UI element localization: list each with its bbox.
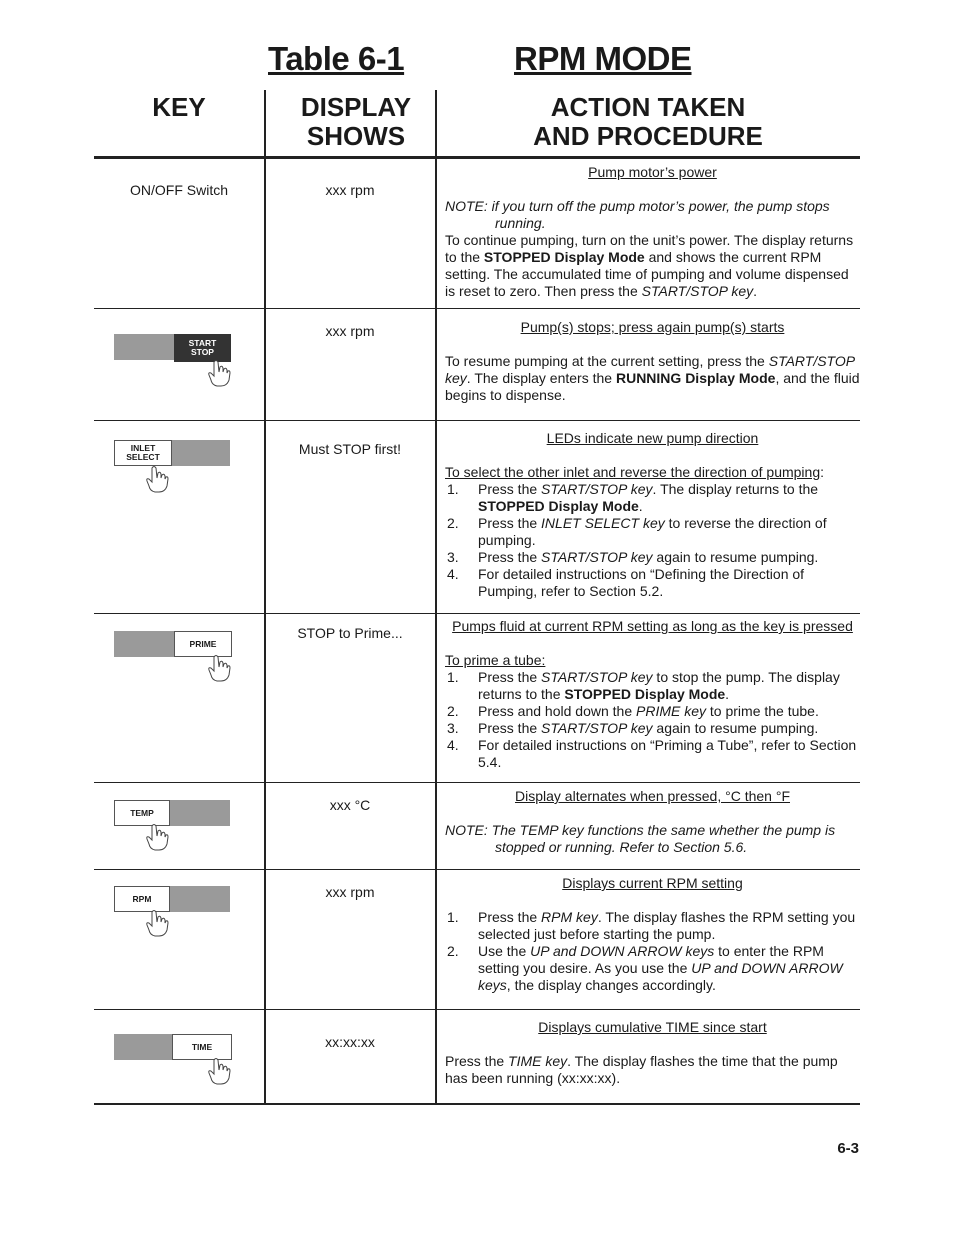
pointing-hand-icon: [206, 653, 232, 683]
list-item: 2. Press the INLET SELECT key to reverse the direction of pumping.: [447, 515, 827, 548]
key-header-text: KEY: [152, 92, 206, 122]
column-divider-1: [264, 90, 266, 1105]
action-cell: [445, 164, 860, 300]
pointing-hand-icon: [144, 822, 170, 852]
list-item: 4. For detailed instructions on “Priming a Tube”, refer to Section 5.4.: [447, 737, 857, 770]
rpm-key[interactable]: RPM: [114, 886, 170, 912]
action-heading: Displays current RPM setting: [562, 875, 743, 891]
pointing-hand-icon: [206, 358, 232, 388]
prime-key[interactable]: PRIME: [174, 631, 232, 657]
display-header-line2: SHOWS: [306, 121, 406, 151]
display-value: Must STOP first!: [298, 441, 402, 457]
list-item: 1. Press the RPM key. The display flashes the RPM setting you selected just before starting the pump.: [447, 909, 856, 942]
row-divider: [94, 782, 860, 783]
action-heading: Pump motor’s power: [588, 164, 717, 180]
note-text-cont: running.: [495, 215, 546, 231]
column-divider-2: [435, 90, 437, 1105]
note: [445, 822, 860, 856]
temp-key[interactable]: TEMP: [114, 800, 170, 826]
action-heading: Pump(s) stops; press again pump(s) starts: [520, 319, 785, 335]
action-heading: Display alternates when pressed, °C then °F: [515, 788, 790, 804]
procedure-intro: To select the other inlet and reverse the direction of pumping:: [445, 464, 824, 480]
display-column-header: [266, 93, 446, 151]
action-body: To continue pumping, turn on the unit’s power. The display returns to the STOPPED Display Mode and shows the current RPM setting. The accumulated time of pumping and volume dispensed is reset to zero. Then press the START/STOP key.: [445, 232, 854, 299]
display-value: xxx °C: [329, 797, 371, 813]
pointing-hand-icon: [206, 1056, 232, 1086]
display-value: STOP to Prime...: [297, 625, 403, 641]
procedure-steps: [445, 909, 860, 994]
display-value: xxx rpm: [325, 884, 375, 900]
key-column-header: [94, 93, 264, 122]
display-header-line1: DISPLAY: [300, 92, 412, 122]
row-divider: [94, 308, 860, 309]
procedure-steps: [445, 481, 860, 600]
row-divider: [94, 1009, 860, 1010]
action-body: To resume pumping at the current setting, press the START/STOP key. The display enters the RUNNING Display Mode, and the fluid begins to dispense.: [445, 353, 860, 403]
action-header-line2: AND PROCEDURE: [533, 121, 763, 151]
procedure-steps: [445, 669, 860, 771]
action-header-line1: ACTION TAKEN: [550, 92, 746, 122]
row-divider: [94, 869, 860, 870]
display-value: xxx rpm: [325, 182, 375, 198]
table-bottom-rule: [94, 1103, 860, 1105]
pointing-hand-icon: [144, 908, 170, 938]
table-number: Table 6-1: [268, 40, 405, 77]
note-text: NOTE: if you turn off the pump motor’s power, the pump stops: [445, 198, 830, 214]
list-item: 2. Press and hold down the PRIME key to prime the tube.: [447, 703, 819, 719]
action-cell: [445, 1019, 860, 1087]
list-item: 1. Press the START/STOP key. The display returns to the STOPPED Display Mode.: [447, 481, 819, 514]
action-heading: Displays cumulative TIME since start: [538, 1019, 767, 1035]
action-cell: [445, 319, 860, 404]
note-text: NOTE: The TEMP key functions the same whether the pump is: [445, 822, 836, 838]
action-body: Press the TIME key. The display flashes the time that the pump has been running (xx:xx:xx).: [445, 1053, 838, 1086]
display-value: xx:xx:xx: [325, 1034, 375, 1050]
action-column-header: [436, 93, 860, 151]
list-item: 1. Press the START/STOP key to stop the pump. The display returns to the STOPPED Display Mode.: [447, 669, 840, 702]
action-cell: [445, 430, 860, 600]
header-rule: [94, 156, 860, 159]
display-value: xxx rpm: [325, 323, 375, 339]
key-onoff-label: ON/OFF Switch: [129, 182, 228, 198]
time-key[interactable]: TIME: [172, 1034, 232, 1060]
note: [445, 198, 860, 232]
list-item: 2. Use the UP and DOWN ARROW keys to enter the RPM setting you desire. As you use the UP and DOWN ARROW keys, the display changes accordingly.: [447, 943, 843, 993]
start-stop-key[interactable]: START STOP: [174, 334, 231, 362]
list-item: 4. For detailed instructions on “Defining the Direction of Pumping, refer to Section 5.2.: [447, 566, 805, 599]
pointing-hand-icon: [144, 464, 170, 494]
list-item: 3. Press the START/STOP key again to resume pumping.: [447, 549, 819, 565]
inlet-select-key[interactable]: INLET SELECT: [114, 440, 172, 466]
action-heading: Pumps fluid at current RPM setting as long as the key is pressed: [452, 618, 853, 634]
action-cell: [445, 788, 860, 856]
note-text-cont: stopped or running. Refer to Section 5.6.: [495, 839, 748, 855]
procedure-intro: To prime a tube:: [445, 652, 546, 668]
row-divider: [94, 420, 860, 421]
page-number: 6-3: [837, 1140, 859, 1157]
list-item: 3. Press the START/STOP key again to resume pumping.: [447, 720, 819, 736]
action-heading: LEDs indicate new pump direction: [546, 430, 759, 446]
action-cell: [445, 618, 860, 771]
page-title: RPM MODE: [514, 40, 692, 77]
action-cell: [445, 875, 860, 994]
row-divider: [94, 613, 860, 614]
